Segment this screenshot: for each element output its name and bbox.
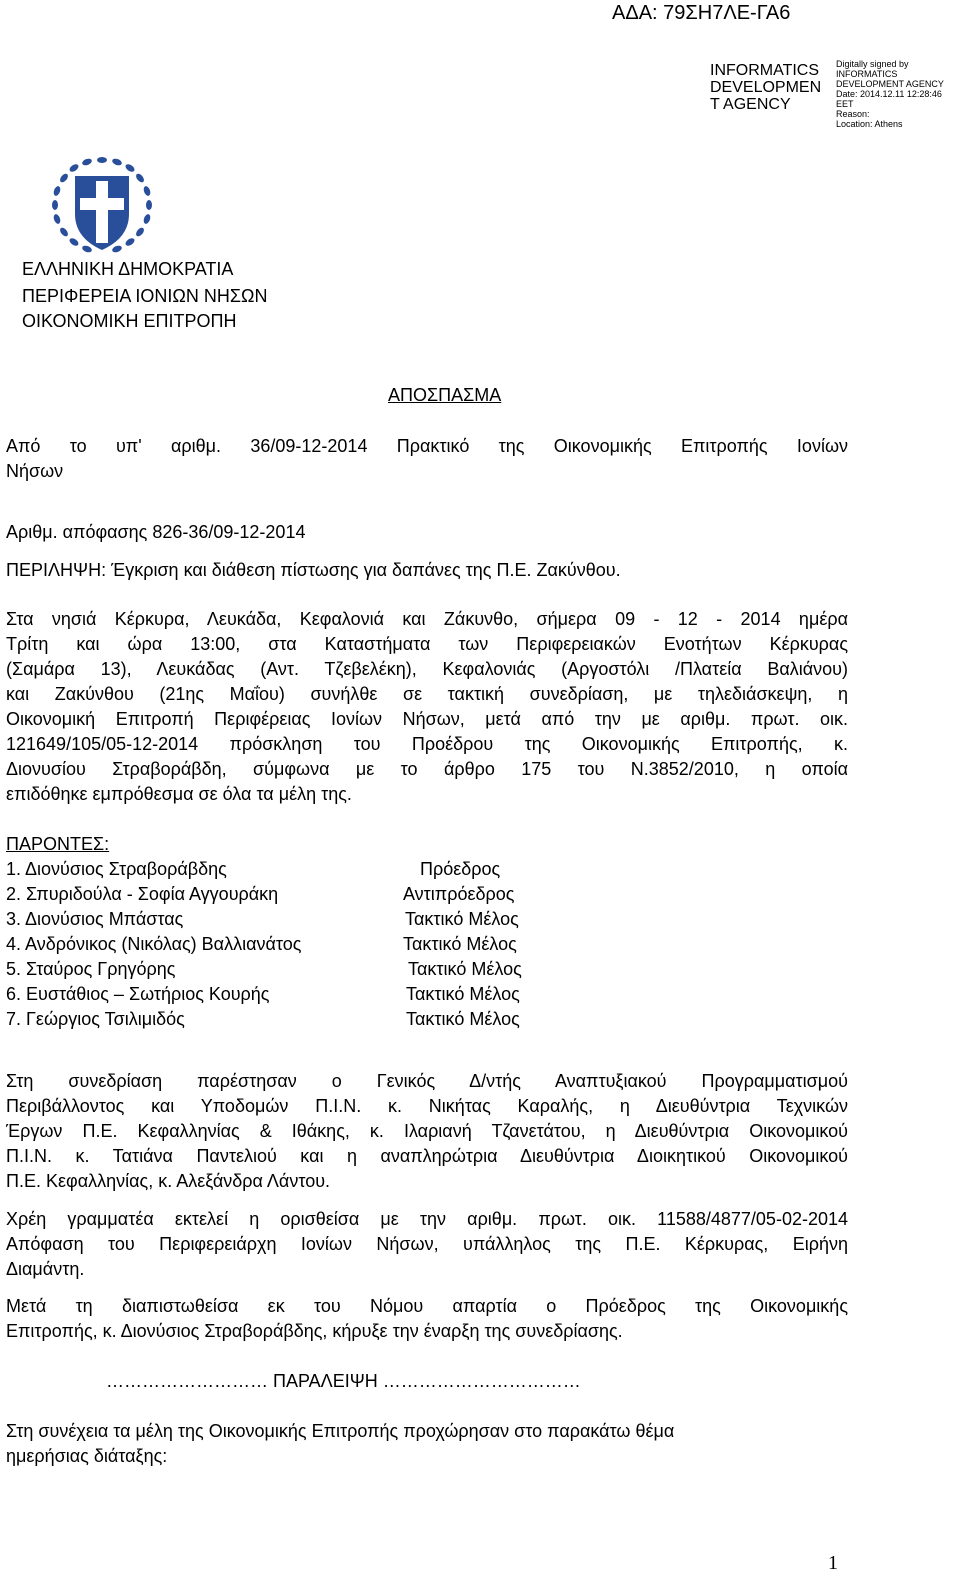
intro-line: (Σαμάρα 13), Λευκάδας (Αντ. Τζεβελέκη), Κεφαλονιάς (Αργοστόλι /Πλατεία Βαλιάνου) (6, 659, 848, 679)
signature-detail-line: Date: 2014.12.11 12:28:46 (836, 89, 942, 99)
signature-org-line: T AGENCY (710, 96, 791, 113)
intro-line: Οικονομική Επιτροπή Περιφέρειας Ιονίων Νήσων, μετά από την με αριθμ. πρωτ. οικ. (6, 709, 848, 729)
intro-line: Διονυσίου Στραβοράβδη, σύμφωνα με το άρθρο 175 του Ν.3852/2010, η οποία (6, 759, 848, 779)
signature-details (836, 59, 944, 129)
intro-line: επιδόθηκε εμπρόθεσμα σε όλα τα μέλη της. (6, 784, 352, 804)
quorum-line: Επιτροπής, κ. Διονύσιος Στραβοράβδης, κήρυξε την έναρξη της συνεδρίασης. (6, 1321, 623, 1341)
agenda-line: ημερήσιας διάταξης: (6, 1446, 168, 1466)
member-name: 2. Σπυριδούλα - Σοφία Αγγουράκη (6, 884, 279, 904)
minutes-reference-line: Νήσων (6, 461, 64, 481)
quorum-line: Μετά τη διαπιστωθείσα εκ του Νόμου απαρτία ο Πρόεδρος της Οικονομικής (6, 1296, 848, 1316)
signature-detail-line: INFORMATICS (836, 69, 898, 79)
signature-org-line: DEVELOPMEN (710, 79, 822, 96)
omission-marker: ……………………… ΠΑΡΑΛΕΙΨΗ …………………………… (106, 1371, 581, 1391)
signature-org-line: INFORMATICS (710, 62, 820, 79)
signature-detail-line: DEVELOPMENT AGENCY (836, 79, 944, 89)
signature-detail-line: EET (836, 99, 854, 109)
signature-detail-line: Location: Athens (836, 119, 903, 129)
agenda-line: Στη συνέχεια τα μέλη της Οικονομικής Επιτροπής προχώρησαν στο παρακάτω θέμα (6, 1421, 675, 1441)
member-name: 4. Ανδρόνικος (Νικόλας) Βαλλιανάτος (6, 934, 302, 954)
summary-label: ΠΕΡΙΛΗΨΗ: (6, 560, 107, 580)
document-title: ΑΠΟΣΠΑΣΜΑ (388, 385, 502, 405)
signature-organization (710, 62, 821, 113)
summary (6, 560, 621, 581)
summary-text: Έγκριση και διάθεση πίστωσης για δαπάνες της Π.Ε. Ζακύνθου. (111, 560, 621, 580)
member-name: 7. Γεώργιος Τσιλιμιδός (6, 1009, 185, 1029)
minutes-reference-line: Από το υπ' αριθμ. 36/09-12-2014 Πρακτικό της Οικονομικής Επιτροπής Ιονίων (6, 436, 848, 456)
present-header: ΠΑΡΟΝΤΕΣ: (6, 834, 110, 854)
member-role: Τακτικό Μέλος (405, 909, 519, 929)
decision-number: Αριθμ. απόφασης 826-36/09-12-2014 (6, 522, 306, 542)
secretary-line: Διαμάντη. (6, 1259, 85, 1279)
signature-detail-line: Reason: (836, 109, 870, 119)
secretary-line: Απόφαση του Περιφερειάρχη Ιονίων Νήσων, υπάλληλος της Π.Ε. Κέρκυρας, Ειρήνη (6, 1234, 848, 1254)
member-role: Τακτικό Μέλος (406, 984, 520, 1004)
intro-line: Στα νησιά Κέρκυρα, Λευκάδα, Κεφαλονιά και Ζάκυνθο, σήμερα 09 - 12 - 2014 ημέρα (6, 609, 848, 629)
attendees-line: Π.Ε. Κεφαλληνίας, κ. Αλεξάνδρα Λάντου. (6, 1171, 331, 1191)
page-number: 1 (828, 1552, 838, 1574)
member-role: Τακτικό Μέλος (403, 934, 517, 954)
member-role: Πρόεδρος (420, 859, 501, 879)
header-committee: ΟΙΚΟΝΟΜΙΚΗ ΕΠΙΤΡΟΠΗ (22, 311, 237, 331)
attendees-line: Έργων Π.Ε. Κεφαλληνίας & Ιθάκης, κ. Ιλαριανή Τζανετάτου, η Διευθύντρια Οικονομικού (6, 1121, 848, 1141)
attendees-line: Περιβάλλοντος και Υποδομών Π.Ι.Ν. κ. Νικήτας Καραλής, η Διευθύντρια Τεχνικών (6, 1096, 848, 1116)
signature-detail-line: Digitally signed by (836, 59, 909, 69)
member-name: 3. Διονύσιος Μπάστας (6, 909, 184, 929)
member-name: 6. Ευστάθιος – Σωτήριος Κουρής (6, 984, 270, 1004)
ada-code: ΑΔΑ: 79ΣΗ7ΛΕ-ΓΑ6 (612, 2, 791, 24)
member-role: Αντιπρόεδρος (403, 884, 515, 904)
greek-emblem-icon (47, 152, 157, 262)
intro-line: Τρίτη και ώρα 13:00, στα Καταστήματα των Περιφερειακών Ενοτήτων Κέρκυρας (6, 634, 848, 654)
header-region: ΠΕΡΙΦΕΡΕΙΑ ΙΟΝΙΩΝ ΝΗΣΩΝ (22, 286, 268, 306)
intro-line: 121649/105/05-12-2014 πρόσκληση του Προέδρου της Οικονομικής Επιτροπής, κ. (6, 734, 848, 754)
member-role: Τακτικό Μέλος (408, 959, 522, 979)
member-name: 5. Σταύρος Γρηγόρης (6, 959, 176, 979)
intro-line: και Ζακύνθου (21ης Μαΐου) συνήλθε σε τακτική συνεδρίαση, με τηλεδιάσκεψη, η (6, 684, 848, 704)
attendees-line: Στη συνεδρίαση παρέστησαν ο Γενικός Δ/ντής Αναπτυξιακού Προγραμματισμού (6, 1071, 848, 1091)
secretary-line: Χρέη γραμματέα εκτελεί η ορισθείσα με την αριθμ. πρωτ. οικ. 11588/4877/05-02-2014 (6, 1209, 848, 1229)
attendees-line: Π.Ι.Ν. κ. Τατιάνα Παντελιού και η αναπληρώτρια Διευθύντρια Διοικητικού Οικονομικού (6, 1146, 848, 1166)
member-name: 1. Διονύσιος Στραβοράβδης (6, 859, 227, 879)
member-role: Τακτικό Μέλος (406, 1009, 520, 1029)
header-country: ΕΛΛΗΝΙΚΗ ΔΗΜΟΚΡΑΤΙΑ (22, 259, 234, 279)
